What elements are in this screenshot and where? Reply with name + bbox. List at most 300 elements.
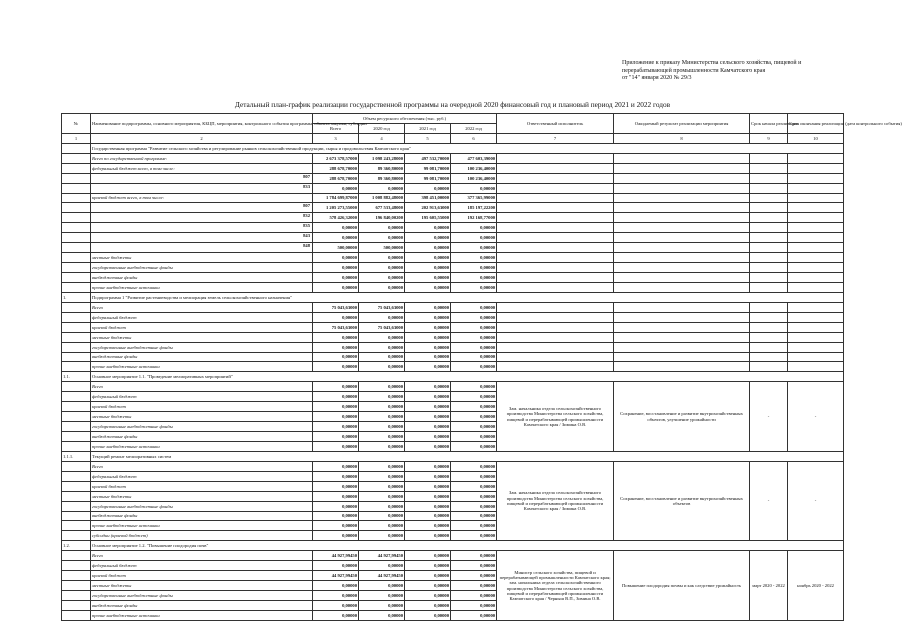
value-2021: 0,00000: [405, 392, 451, 402]
empty-cell: [750, 193, 788, 203]
row-number: [62, 422, 91, 432]
value-2020: 0,00000: [359, 521, 405, 531]
row-label-cell: [91, 243, 313, 253]
empty-cell: [614, 352, 750, 362]
value-total: 0,00000: [313, 362, 359, 372]
empty-cell: [750, 243, 788, 253]
empty-cell: [497, 253, 614, 263]
row-number: 1.1.1.: [62, 451, 91, 461]
responsible-executor: Министр сельского хозяйства, пищевой и перерабатывающей промышленности Камчатского края; зам. начальника отдела сельскохозяйственного производства Министерства сельского хозяйства, пищевой и перерабатывающей промышленности Камчатского края / Черныш В.П., Зимина О.В.: [497, 551, 614, 621]
value-2020: 0,00000: [359, 253, 405, 263]
section-row: [62, 451, 844, 461]
value-2022: 0,00000: [451, 332, 497, 342]
row-number: [62, 571, 91, 581]
value-total: 0,00000: [313, 402, 359, 412]
value-2021: 0,00000: [405, 352, 451, 362]
value-2022: 0,00000: [451, 253, 497, 263]
row-label-cell: [91, 571, 313, 581]
value-2020: 0,00000: [359, 223, 405, 233]
table-row: [62, 183, 844, 193]
budget-code: 843: [303, 233, 310, 239]
row-label: краевой бюджет: [92, 573, 126, 579]
value-total: 0,00000: [313, 352, 359, 362]
start-date: март 2020 - 2022: [750, 551, 788, 621]
responsible-executor: Зам. начальника отдела сельскохозяйственного производства Министерства сельского хозяйства, пищевой и перерабатывающей промышленности Камчатского края / Зимина О.В.: [497, 382, 614, 452]
value-total: 0,00000: [313, 471, 359, 481]
value-2020: 1 098 243,28000: [359, 153, 405, 163]
value-total: 0,00000: [313, 441, 359, 451]
table-row: [62, 163, 844, 173]
value-2021: 0,00000: [405, 342, 451, 352]
empty-cell: [497, 312, 614, 322]
row-label: государственные внебюджетные фонды: [92, 592, 173, 598]
value-2020: 677 533,48000: [359, 203, 405, 213]
row-label: внебюджетные фонды: [92, 513, 138, 519]
empty-cell: [614, 282, 750, 292]
empty-cell: [497, 213, 614, 223]
value-2020: 0,00000: [359, 432, 405, 442]
row-label: внебюджетные фонды: [92, 274, 138, 280]
row-number: [62, 610, 91, 620]
empty-cell: [750, 223, 788, 233]
value-2020: 44 927,99450: [359, 571, 405, 581]
value-2020: 1 008 882,48000: [359, 193, 405, 203]
row-label: прочие внебюджетные источники: [92, 443, 160, 449]
expected-result: Сохранение, восстановление и развитие внутрихозяйственных объектов, улучшение урожайности: [614, 382, 750, 452]
document-title: Детальный план-график реализации государственной программы на очередной 2020 финансовый год и плановый период 2021 и 2022 годов: [234, 100, 671, 109]
column-number: 8: [614, 133, 750, 143]
row-label-cell: [91, 432, 313, 442]
row-number: [62, 461, 91, 471]
row-number: [62, 312, 91, 322]
row-label-cell: [91, 422, 313, 432]
header-name: Наименование подпрограммы, основного мероприятия, КБЦП, мероприятия, контрольного события программы, объекта закупки, субсидии: [91, 114, 313, 134]
budget-code: 807: [303, 173, 310, 179]
empty-cell: [788, 332, 844, 342]
value-2020: 0,00000: [359, 531, 405, 541]
value-total: 0,00000: [313, 521, 359, 531]
row-number: [62, 342, 91, 352]
empty-cell: [750, 342, 788, 352]
section-row: [62, 292, 844, 302]
value-2022: 100 236,40000: [451, 173, 497, 183]
end-date: -: [788, 461, 844, 541]
value-2022: 0,00000: [451, 531, 497, 541]
empty-cell: [788, 352, 844, 362]
row-number: [62, 591, 91, 601]
empty-cell: [614, 273, 750, 283]
row-label-cell: [91, 481, 313, 491]
row-label-cell: [91, 163, 313, 173]
value-2020: 0,00000: [359, 183, 405, 193]
row-label: внебюджетные фонды: [92, 602, 138, 608]
row-label-cell: [91, 253, 313, 263]
row-number: [62, 203, 91, 213]
row-label-cell: [91, 263, 313, 273]
value-2022: 0,00000: [451, 600, 497, 610]
row-label: краевой бюджет: [92, 404, 126, 410]
empty-cell: [750, 213, 788, 223]
table-row: [62, 282, 844, 292]
row-label: федеральный бюджет: [92, 314, 137, 320]
row-number: [62, 233, 91, 243]
approval-note: [622, 60, 872, 83]
row-label: субсидии (краевой бюджет): [92, 533, 148, 539]
value-2022: 0,00000: [451, 581, 497, 591]
row-label-cell: [91, 352, 313, 362]
empty-cell: [788, 153, 844, 163]
value-total: 0,00000: [313, 263, 359, 273]
empty-cell: [750, 173, 788, 183]
value-2021: 0,00000: [405, 600, 451, 610]
value-total: 0,00000: [313, 600, 359, 610]
row-label: прочие внебюджетные источники: [92, 364, 160, 370]
row-label: государственные внебюджетные фонды: [92, 265, 173, 271]
value-2021: 0,00000: [405, 312, 451, 322]
empty-cell: [788, 253, 844, 263]
value-2020: 0,00000: [359, 471, 405, 481]
value-2020: 0,00000: [359, 352, 405, 362]
value-2022: 0,00000: [451, 432, 497, 442]
row-number: [62, 382, 91, 392]
value-2020: 0,00000: [359, 362, 405, 372]
value-2022: 0,00000: [451, 302, 497, 312]
empty-cell: [497, 273, 614, 283]
header-result: Ожидаемый результат реализации мероприятия: [614, 114, 750, 134]
section-title: Текущий ремонт мелиоративных систем: [91, 451, 844, 461]
value-2022: 0,00000: [451, 441, 497, 451]
row-number: [62, 481, 91, 491]
row-label-cell: [91, 591, 313, 601]
row-label: прочие внебюджетные источники: [92, 612, 160, 618]
row-label-cell: [91, 302, 313, 312]
row-label: краевой бюджет всего, в том числе:: [92, 195, 165, 201]
empty-cell: [750, 203, 788, 213]
row-number: [62, 163, 91, 173]
row-label-cell: [91, 551, 313, 561]
empty-cell: [750, 302, 788, 312]
value-2021: 0,00000: [405, 571, 451, 581]
value-total: 0,00000: [313, 233, 359, 243]
row-label-cell: [91, 342, 313, 352]
value-2021: 0,00000: [405, 263, 451, 273]
row-label: местные бюджеты: [92, 583, 132, 589]
empty-cell: [788, 163, 844, 173]
row-label-cell: [91, 412, 313, 422]
value-total: 0,00000: [313, 561, 359, 571]
budget-code: 833: [303, 183, 310, 189]
value-total: 288 678,70000: [313, 173, 359, 183]
table-row: [62, 382, 844, 392]
value-total: 0,00000: [313, 223, 359, 233]
value-total: 0,00000: [313, 461, 359, 471]
value-2020: 75 043,63000: [359, 322, 405, 332]
row-label-cell: [91, 332, 313, 342]
row-label: государственные внебюджетные фонды: [92, 344, 173, 350]
header-2022: 2022 год: [451, 123, 497, 133]
row-number: [62, 173, 91, 183]
value-2020: 0,00000: [359, 581, 405, 591]
empty-cell: [614, 342, 750, 352]
value-total: 0,00000: [313, 422, 359, 432]
value-2021: 0,00000: [405, 402, 451, 412]
approval-line-3: от "14" января 2020 № 29/3: [622, 75, 692, 81]
row-label-cell: [91, 610, 313, 620]
empty-cell: [614, 312, 750, 322]
table-row: [62, 342, 844, 352]
value-2020: 0,00000: [359, 273, 405, 283]
empty-cell: [497, 332, 614, 342]
empty-cell: [614, 163, 750, 173]
empty-cell: [788, 273, 844, 283]
value-2022: 0,00000: [451, 382, 497, 392]
header-2021: 2021 год: [405, 123, 451, 133]
value-2021: 0,00000: [405, 233, 451, 243]
empty-cell: [497, 282, 614, 292]
section-row: [62, 541, 844, 551]
value-total: 0,00000: [313, 432, 359, 442]
value-2021: 0,00000: [405, 432, 451, 442]
value-2022: 0,00000: [451, 312, 497, 322]
row-number: [62, 441, 91, 451]
value-2021: 99 081,70000: [405, 163, 451, 173]
empty-cell: [497, 193, 614, 203]
value-2021: 0,00000: [405, 322, 451, 332]
empty-cell: [788, 342, 844, 352]
empty-cell: [750, 163, 788, 173]
value-2022: 477 603,39000: [451, 153, 497, 163]
start-date: -: [750, 461, 788, 541]
value-2021: 398 451,00000: [405, 193, 451, 203]
row-label-cell: [91, 213, 313, 223]
value-total: 75 043,63000: [313, 302, 359, 312]
empty-cell: [750, 183, 788, 193]
table-row: [62, 352, 844, 362]
empty-cell: [750, 273, 788, 283]
column-number: 3: [313, 133, 359, 143]
approval-line-1: Приложение к приказу Министерства сельского хозяйства, пищевой и: [622, 60, 802, 66]
value-total: 0,00000: [313, 392, 359, 402]
empty-cell: [614, 223, 750, 233]
row-number: [62, 253, 91, 263]
value-2021: 0,00000: [405, 591, 451, 601]
value-2020: 0,00000: [359, 412, 405, 422]
row-label-cell: [91, 193, 313, 203]
row-number: [62, 302, 91, 312]
empty-cell: [750, 153, 788, 163]
value-total: 0,00000: [313, 481, 359, 491]
column-number: 2: [91, 133, 313, 143]
value-2022: 0,00000: [451, 412, 497, 422]
empty-cell: [614, 213, 750, 223]
value-2020: 0,00000: [359, 233, 405, 243]
value-total: 0,00000: [313, 501, 359, 511]
value-2022: 0,00000: [451, 551, 497, 561]
column-number: 5: [405, 133, 451, 143]
empty-cell: [497, 342, 614, 352]
table-row: [62, 263, 844, 273]
value-2021: 0,00000: [405, 441, 451, 451]
empty-cell: [614, 183, 750, 193]
value-2021: 99 081,70000: [405, 173, 451, 183]
row-label-cell: [91, 501, 313, 511]
empty-cell: [497, 153, 614, 163]
row-number: [62, 600, 91, 610]
empty-cell: [497, 243, 614, 253]
table-row: [62, 243, 844, 253]
value-2021: 0,00000: [405, 183, 451, 193]
empty-cell: [788, 282, 844, 292]
empty-cell: [788, 173, 844, 183]
row-label: внебюджетные фонды: [92, 354, 138, 360]
empty-cell: [788, 233, 844, 243]
row-number: [62, 273, 91, 283]
value-total: 0,00000: [313, 491, 359, 501]
column-number: 4: [359, 133, 405, 143]
value-2022: 0,00000: [451, 610, 497, 620]
header-start: Срок начала реализации: [750, 114, 788, 134]
responsible-executor: Зам. начальника отдела сельскохозяйственного производства Министерства сельского хозяйства, пищевой и перерабатывающей промышленности Камчатского края / Зимина О.В.: [497, 461, 614, 541]
value-total: 0,00000: [313, 412, 359, 422]
column-number: 9: [750, 133, 788, 143]
value-2020: 0,00000: [359, 342, 405, 352]
empty-cell: [750, 362, 788, 372]
value-2021: 0,00000: [405, 422, 451, 432]
value-2020: 0,00000: [359, 501, 405, 511]
value-total: 0,00000: [313, 183, 359, 193]
row-number: 1.1.: [62, 372, 91, 382]
empty-cell: [614, 153, 750, 163]
row-label: местные бюджеты: [92, 414, 132, 420]
value-total: 0,00000: [313, 253, 359, 263]
value-2022: 0,00000: [451, 561, 497, 571]
row-number: [62, 282, 91, 292]
row-label: местные бюджеты: [92, 334, 132, 340]
row-number: [62, 501, 91, 511]
column-number: 6: [451, 133, 497, 143]
value-2020: 44 927,99450: [359, 551, 405, 561]
empty-cell: [497, 173, 614, 183]
empty-cell: [497, 322, 614, 332]
value-total: 500,00000: [313, 243, 359, 253]
header-volume: Объем ресурсного обеспечения (тыс. руб.): [313, 114, 497, 124]
value-2021: 0,00000: [405, 273, 451, 283]
row-label-cell: [91, 203, 313, 213]
value-total: 75 043,63000: [313, 322, 359, 332]
row-label-cell: [91, 223, 313, 233]
value-2020: 0,00000: [359, 282, 405, 292]
empty-cell: [614, 243, 750, 253]
section-title: Государственная программа "Развитие сельского хозяйства и регулирование рынков сельскохозяйственной продукции, сырья и продовольствия Камчатского края": [91, 143, 844, 153]
value-total: 0,00000: [313, 581, 359, 591]
table-row: [62, 233, 844, 243]
empty-cell: [788, 322, 844, 332]
table-row: [62, 213, 844, 223]
value-2021: 0,00000: [405, 461, 451, 471]
value-2020: 89 360,80000: [359, 173, 405, 183]
row-label-cell: [91, 531, 313, 541]
value-2022: 0,00000: [451, 521, 497, 531]
value-2021: 0,00000: [405, 302, 451, 312]
row-label-cell: [91, 233, 313, 243]
value-total: 0,00000: [313, 282, 359, 292]
empty-cell: [788, 213, 844, 223]
row-label: прочие внебюджетные источники: [92, 523, 160, 529]
empty-cell: [614, 263, 750, 273]
value-2022: 0,00000: [451, 571, 497, 581]
row-label-cell: [91, 461, 313, 471]
table-row: [62, 362, 844, 372]
row-label: государственные внебюджетные фонды: [92, 424, 173, 430]
empty-cell: [750, 263, 788, 273]
row-number: [62, 521, 91, 531]
empty-cell: [497, 233, 614, 243]
row-number: [62, 263, 91, 273]
value-2022: 377 365,99000: [451, 193, 497, 203]
row-label-cell: [91, 153, 313, 163]
budget-code: 835: [303, 223, 310, 229]
value-total: 44 927,99450: [313, 571, 359, 581]
header-num: №: [62, 114, 91, 134]
header-executor: Ответственный исполнитель: [497, 114, 614, 134]
empty-cell: [788, 362, 844, 372]
value-2022: 0,00000: [451, 362, 497, 372]
value-total: 578 426,32000: [313, 213, 359, 223]
value-2022: 0,00000: [451, 322, 497, 332]
value-2020: 0,00000: [359, 511, 405, 521]
row-label: федеральный бюджет всего, в том числе:: [92, 165, 175, 171]
empty-cell: [497, 223, 614, 233]
value-2020: 0,00000: [359, 392, 405, 402]
value-total: 0,00000: [313, 531, 359, 541]
value-2020: 89 360,80000: [359, 163, 405, 173]
value-2021: 0,00000: [405, 551, 451, 561]
value-total: 2 673 378,57000: [313, 153, 359, 163]
row-number: [62, 531, 91, 541]
header-total: Всего: [313, 123, 359, 133]
empty-cell: [497, 183, 614, 193]
row-label-cell: [91, 402, 313, 412]
value-2022: 0,00000: [451, 422, 497, 432]
value-2022: 0,00000: [451, 481, 497, 491]
value-2022: 0,00000: [451, 273, 497, 283]
row-label-cell: [91, 173, 313, 183]
row-number: [62, 362, 91, 372]
row-label-cell: [91, 441, 313, 451]
value-2022: 0,00000: [451, 183, 497, 193]
value-2020: 196 840,00200: [359, 213, 405, 223]
table-row: [62, 223, 844, 233]
value-2021: 0,00000: [405, 491, 451, 501]
empty-cell: [788, 243, 844, 253]
budget-code: 807: [303, 203, 310, 209]
value-total: 0,00000: [313, 332, 359, 342]
value-total: 1 784 699,87000: [313, 193, 359, 203]
empty-cell: [497, 352, 614, 362]
empty-cell: [750, 312, 788, 322]
column-number: 7: [497, 133, 614, 143]
table-row: [62, 551, 844, 561]
value-2021: 0,00000: [405, 481, 451, 491]
value-2022: 0,00000: [451, 511, 497, 521]
value-2022: 100 236,40000: [451, 163, 497, 173]
row-number: [62, 561, 91, 571]
empty-cell: [750, 352, 788, 362]
row-label-cell: [91, 581, 313, 591]
row-label: местные бюджеты: [92, 493, 132, 499]
value-2020: 0,00000: [359, 561, 405, 571]
value-2021: 0,00000: [405, 581, 451, 591]
